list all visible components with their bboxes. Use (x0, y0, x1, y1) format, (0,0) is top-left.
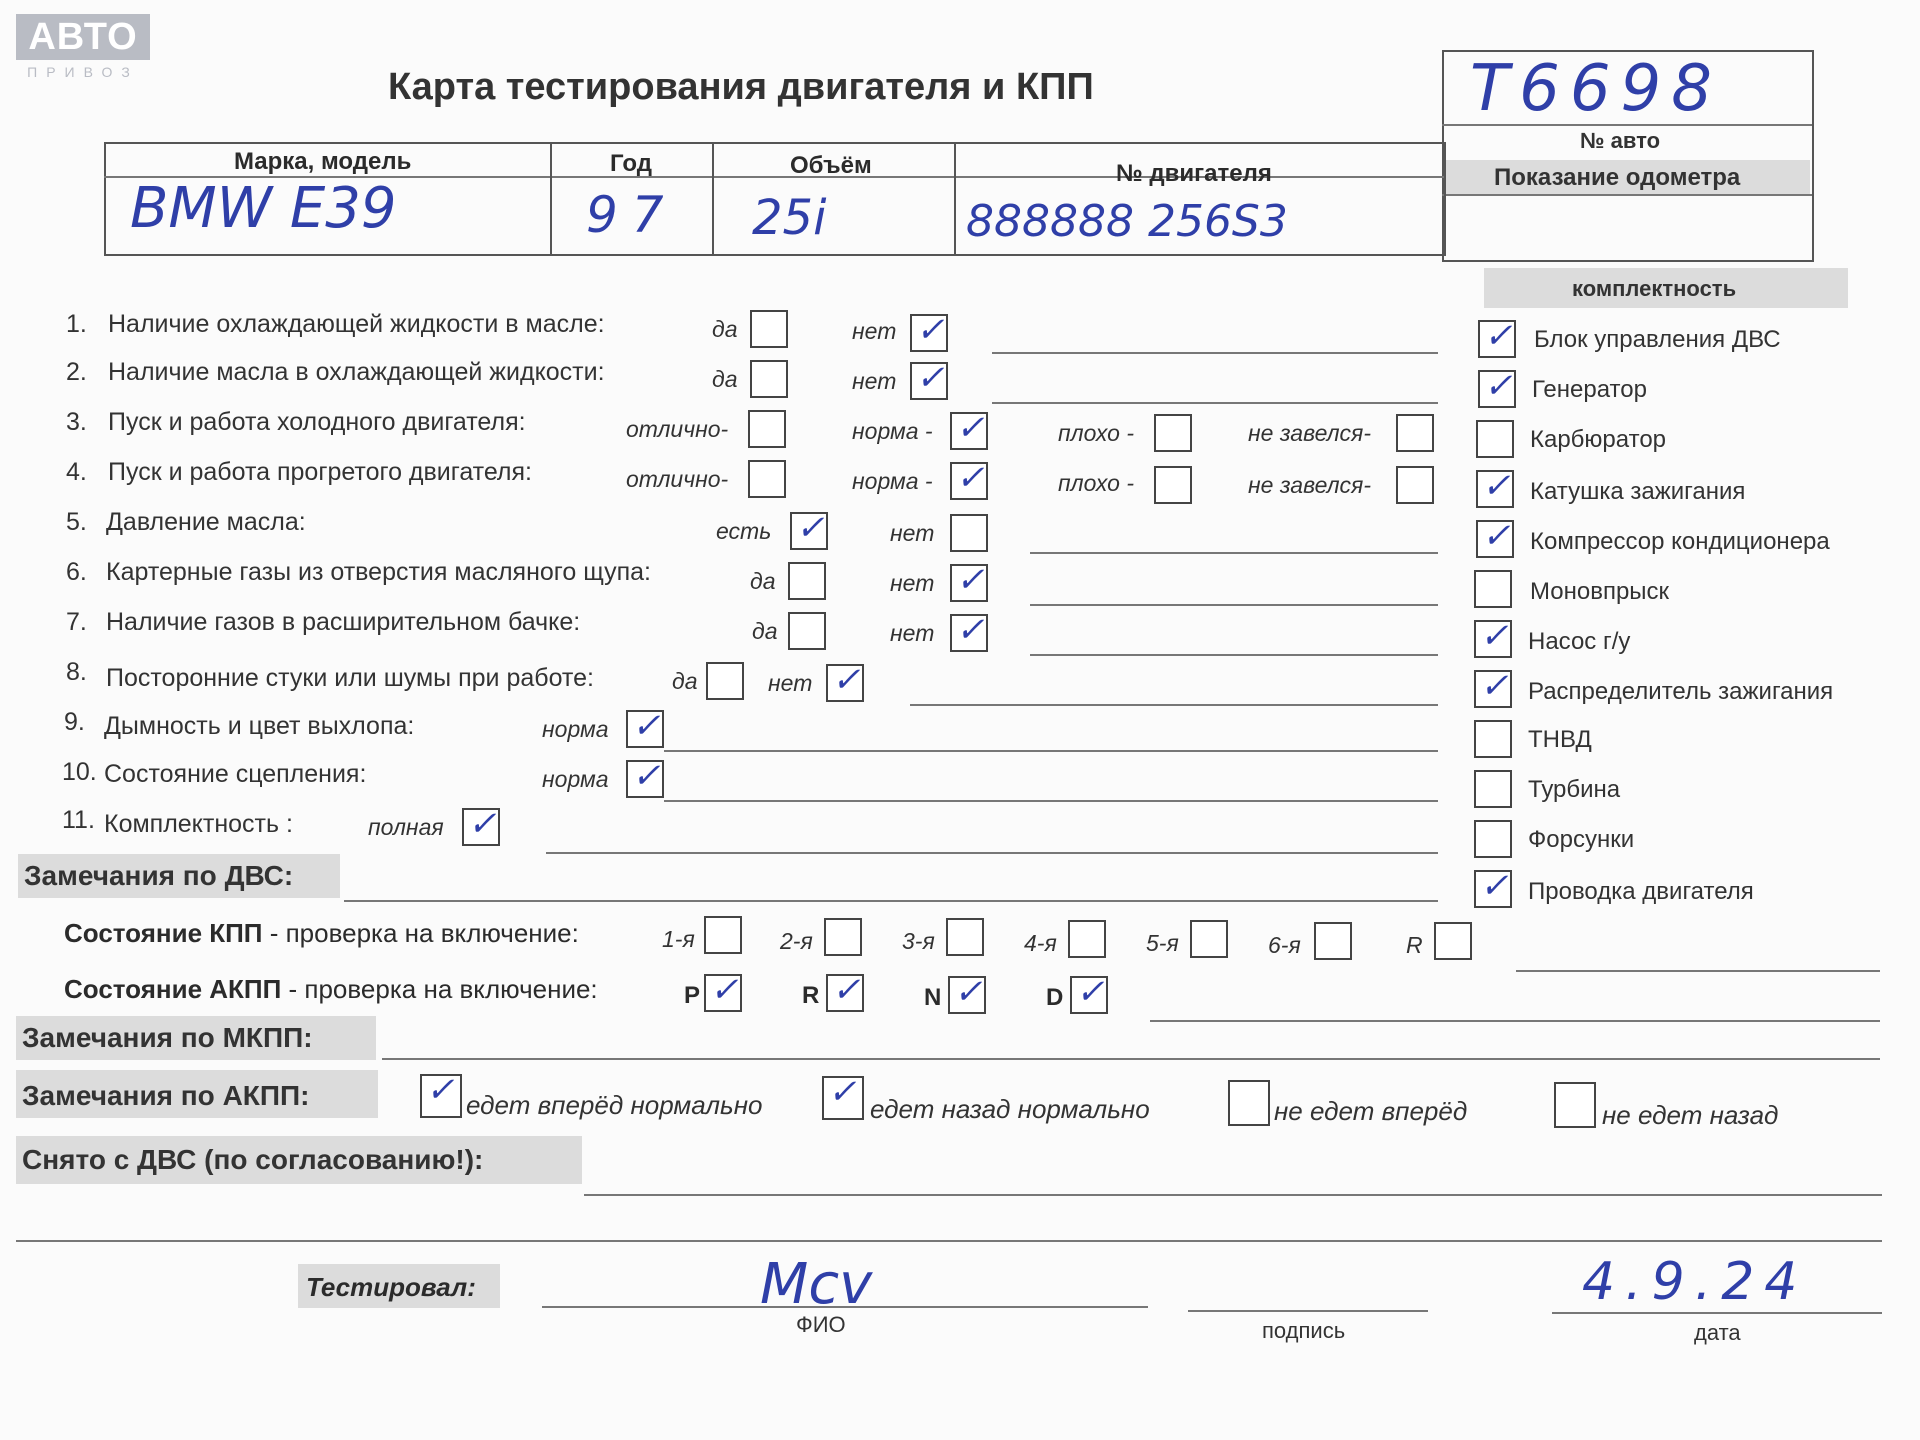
q4-bad-checkbox[interactable] (1154, 466, 1192, 504)
q3-excellent-checkbox[interactable] (748, 410, 786, 448)
q5-label: Давление масла: (106, 508, 306, 536)
akpp-opt-2: не едет вперёд (1274, 1096, 1468, 1126)
completeness-checkbox-11[interactable]: ✓ (1474, 870, 1512, 908)
removed-label: Снято с ДВС (по согласованию!): (22, 1144, 484, 1175)
fio-label: ФИО (796, 1312, 846, 1337)
remarks-akpp-label: Замечания по АКПП: (22, 1080, 310, 1111)
q3-number: 3. (66, 408, 87, 436)
q10-number: 10. (62, 758, 97, 786)
q1-label: Наличие охлаждающей жидкости в масле: (108, 310, 605, 338)
kpp-gear-1-checkbox[interactable] (704, 916, 742, 954)
akpp-gear-r: R (802, 982, 820, 1009)
q7-label: Наличие газов в расширительном бачке: (106, 608, 581, 636)
completeness-checkbox-0[interactable]: ✓ (1478, 320, 1516, 358)
q3-bad-checkbox[interactable] (1154, 414, 1192, 452)
q5-number: 5. (66, 508, 87, 536)
q6-da-checkbox[interactable] (788, 562, 826, 600)
q7-da-checkbox[interactable] (788, 612, 826, 650)
date-label: дата (1694, 1320, 1741, 1345)
akpp-gear-p-checkbox[interactable]: ✓ (704, 974, 742, 1012)
q4-bad: плохо - (1058, 470, 1134, 496)
q3-no-start-checkbox[interactable] (1396, 414, 1434, 452)
completeness-item-10: Форсунки (1528, 826, 1635, 853)
q6-number: 6. (66, 558, 87, 586)
kpp-gear-3-checkbox[interactable] (946, 918, 984, 956)
q4-norm: норма - (852, 468, 933, 494)
q5-net-checkbox[interactable] (950, 514, 988, 552)
completeness-item-4: Компрессор кондиционера (1530, 528, 1830, 555)
q7-da: да (752, 618, 778, 644)
remarks-ice-label: Замечания по ДВС: (24, 860, 294, 891)
kpp-gear-r-checkbox[interactable] (1434, 922, 1472, 960)
q10-norma: норма (542, 766, 609, 792)
completeness-checkbox-3[interactable]: ✓ (1476, 470, 1514, 508)
completeness-item-1: Генератор (1532, 376, 1647, 403)
q10-label: Состояние сцепления: (104, 760, 367, 788)
year-value: 97 (586, 186, 678, 244)
kpp-gear-4: 4-я (1024, 930, 1057, 956)
q1-number: 1. (66, 310, 87, 338)
completeness-checkbox-9[interactable] (1474, 770, 1512, 808)
col-year-header: Год (610, 150, 652, 177)
col-model-header: Марка, модель (234, 148, 412, 175)
akpp-gear-p: P (684, 982, 701, 1009)
q3-no-start: не завелся- (1248, 420, 1372, 446)
col-volume-header: Объём (790, 152, 872, 179)
q2-number: 2. (66, 358, 87, 386)
q3-norm-checkbox[interactable]: ✓ (950, 412, 988, 450)
akpp-opt-0-checkbox[interactable]: ✓ (420, 1074, 462, 1118)
akpp-opt-3-checkbox[interactable] (1554, 1082, 1596, 1128)
q5-net: нет (890, 520, 935, 546)
page-title: Карта тестирования двигателя и КПП (388, 66, 1094, 108)
remarks-mkpp-label: Замечания по МКПП: (22, 1022, 313, 1053)
q3-bad: плохо - (1058, 420, 1134, 446)
q4-no-start-checkbox[interactable] (1396, 466, 1434, 504)
q1-da: да (712, 316, 738, 342)
completeness-item-11: Проводка двигателя (1528, 878, 1754, 905)
q6-net: нет (890, 570, 935, 596)
q9-norma: норма (542, 716, 609, 742)
q8-da: да (672, 668, 698, 694)
kpp-gear-2: 2-я (780, 928, 813, 954)
q7-net-checkbox[interactable]: ✓ (950, 614, 988, 652)
q8-label: Посторонние стуки или шумы при работе: (106, 664, 594, 692)
q11-full: полная (368, 814, 444, 840)
completeness-item-3: Катушка зажигания (1530, 478, 1746, 505)
q10-norma-checkbox[interactable]: ✓ (626, 760, 664, 798)
q9-label: Дымность и цвет выхлопа: (104, 712, 415, 740)
q9-norma-checkbox[interactable]: ✓ (626, 710, 664, 748)
completeness-checkbox-5[interactable] (1474, 570, 1512, 608)
car-number-label: № авто (1580, 128, 1661, 153)
akpp-opt-0: едет вперёд нормально (466, 1090, 763, 1120)
akpp-gear-d-checkbox[interactable]: ✓ (1070, 976, 1108, 1014)
akpp-opt-1-checkbox[interactable]: ✓ (822, 1076, 864, 1120)
signature-label: подпись (1262, 1318, 1346, 1343)
kpp-label: Состояние КПП - проверка на включение: (64, 918, 579, 948)
q2-da: да (712, 366, 738, 392)
completeness-checkbox-2[interactable] (1476, 420, 1514, 458)
completeness-checkbox-7[interactable]: ✓ (1474, 670, 1512, 708)
q11-full-checkbox[interactable]: ✓ (462, 808, 500, 846)
q3-excellent: отлично- (626, 416, 729, 442)
q8-net-checkbox[interactable]: ✓ (826, 664, 864, 702)
q5-est-checkbox[interactable]: ✓ (790, 512, 828, 550)
car-number-value: T6698 (1470, 52, 1722, 126)
q1-net: нет (852, 318, 897, 344)
q2-da-checkbox[interactable] (750, 360, 788, 398)
q1-net-checkbox[interactable]: ✓ (910, 314, 948, 352)
q6-label: Картерные газы из отверстия масляного щупа: (106, 558, 651, 586)
logo (16, 14, 150, 80)
q4-norm-checkbox[interactable]: ✓ (950, 462, 988, 500)
completeness-item-8: ТНВД (1528, 726, 1592, 753)
kpp-gear-2-checkbox[interactable] (824, 918, 862, 956)
kpp-gear-3: 3-я (902, 928, 935, 954)
q11-number: 11. (62, 806, 95, 834)
completeness-item-2: Карбюратор (1530, 426, 1667, 453)
q1-da-checkbox[interactable] (750, 310, 788, 348)
q8-net: нет (768, 670, 813, 696)
q4-number: 4. (66, 458, 87, 486)
completeness-title: комплектность (1572, 276, 1737, 301)
akpp-gear-n-checkbox[interactable]: ✓ (948, 976, 986, 1014)
engine-number-value: 888888 256S3 (966, 196, 1288, 247)
kpp-gear-5-checkbox[interactable] (1190, 920, 1228, 958)
akpp-gear-r-checkbox[interactable]: ✓ (826, 974, 864, 1012)
q4-excellent: отлично- (626, 466, 729, 492)
kpp-gear-r: R (1406, 932, 1423, 958)
model-value: BMW E39 (130, 176, 397, 241)
logo-sub-text: ПРИВОЗ (27, 64, 139, 80)
q4-label: Пуск и работа прогретого двигателя: (108, 458, 532, 486)
odometer-label: Показание одометра (1494, 164, 1741, 191)
completeness-checkbox-4[interactable]: ✓ (1476, 520, 1514, 558)
kpp-gear-1: 1-я (662, 926, 695, 952)
q9-number: 9. (64, 708, 85, 736)
q7-net: нет (890, 620, 935, 646)
completeness-item-0: Блок управления ДВС (1534, 326, 1781, 353)
q5-est: есть (716, 518, 772, 544)
q2-net: нет (852, 368, 897, 394)
q7-number: 7. (66, 608, 87, 636)
q8-da-checkbox[interactable] (706, 662, 744, 700)
col-engine-header: № двигателя (1116, 160, 1272, 187)
q3-norm: норма - (852, 418, 933, 444)
q8-number: 8. (66, 658, 87, 686)
akpp-gear-d: D (1046, 984, 1064, 1011)
q6-da: да (750, 568, 776, 594)
kpp-gear-6: 6-я (1268, 932, 1301, 958)
akpp-label: Состояние АКПП - проверка на включение: (64, 974, 598, 1004)
akpp-gear-n: N (924, 984, 942, 1011)
completeness-item-9: Турбина (1528, 776, 1621, 803)
q4-excellent-checkbox[interactable] (748, 460, 786, 498)
volume-value: 25i (752, 190, 827, 246)
completeness-checkbox-6[interactable]: ✓ (1474, 620, 1512, 658)
q6-net-checkbox[interactable]: ✓ (950, 564, 988, 602)
akpp-opt-2-checkbox[interactable] (1228, 1080, 1270, 1126)
kpp-gear-4-checkbox[interactable] (1068, 920, 1106, 958)
q4-no-start: не завелся- (1248, 472, 1372, 498)
completeness-checkbox-10[interactable] (1474, 820, 1512, 858)
completeness-checkbox-8[interactable] (1474, 720, 1512, 758)
q2-label: Наличие масла в охлаждающей жидкости: (108, 358, 605, 386)
completeness-checkbox-1[interactable]: ✓ (1478, 370, 1516, 408)
date-handwritten: 4.9.24 (1582, 1252, 1808, 1312)
tester-name-handwritten: Mcv (760, 1252, 873, 1317)
tested-label: Тестировал: (306, 1272, 476, 1302)
kpp-gear-5: 5-я (1146, 930, 1179, 956)
completeness-item-7: Распределитель зажигания (1528, 678, 1834, 705)
completeness-item-5: Моновпрыск (1530, 578, 1670, 605)
akpp-opt-3: не едет назад (1602, 1100, 1779, 1130)
akpp-opt-1: едет назад нормально (870, 1094, 1150, 1124)
q11-label: Комплектность : (104, 810, 293, 838)
q3-label: Пуск и работа холодного двигателя: (108, 408, 526, 436)
kpp-gear-6-checkbox[interactable] (1314, 922, 1352, 960)
completeness-item-6: Насос г/у (1528, 628, 1631, 655)
q2-net-checkbox[interactable]: ✓ (910, 362, 948, 400)
logo-main-text: АВТО (16, 14, 150, 60)
